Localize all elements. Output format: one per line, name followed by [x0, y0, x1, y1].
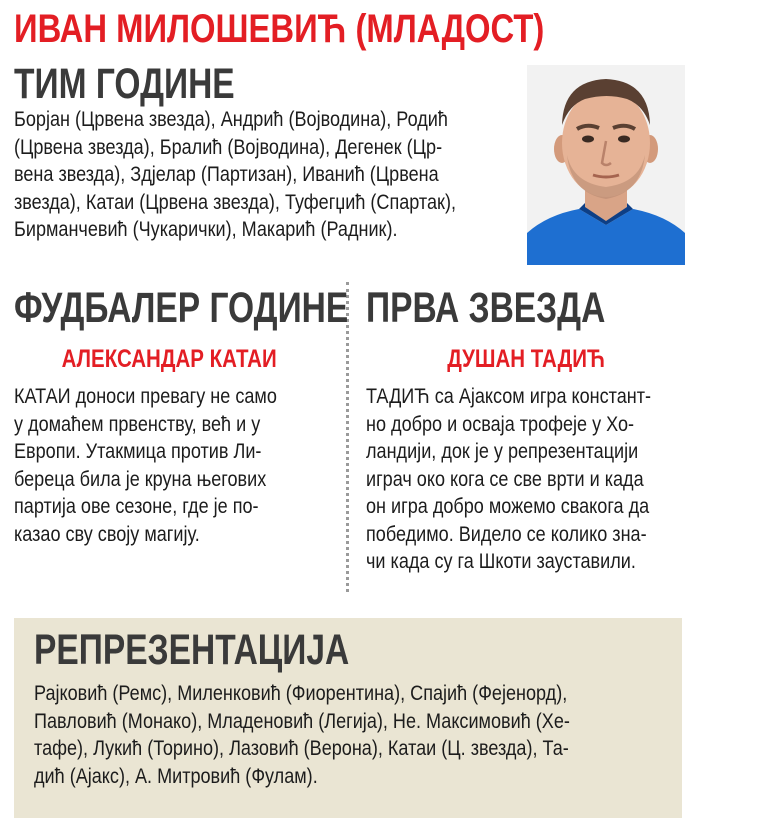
text-line: тафе), Лукић (Торино), Лазовић (Верона), Катаи (Ц. звезда), Та- — [34, 737, 569, 760]
page-title — [14, 6, 661, 52]
text-line: чи када су га Шкоти зауставили. — [366, 550, 636, 573]
page-title-text: ИВАН МИЛОШЕВИЋ (МЛАДОСТ) — [14, 7, 545, 51]
text-line: Борјан (Црвена звезда), Андрић (Војводина), Родић — [14, 108, 448, 131]
text-line: (Црвена звезда), Бралић (Војводина), Дегенек (Цр- — [14, 135, 443, 159]
text-line: Европи. Утакмица против Ли- — [14, 440, 262, 463]
first-star-name — [366, 344, 686, 374]
text-line: Рајковић (Ремс), Миленковић (Фиорентина), Спајић (Фејенорд), — [34, 682, 568, 705]
text-line: он игра добро можемо свакога да — [366, 495, 650, 518]
text-line: вена звезда), Здјелар (Партизан), Иванић (Црвена — [14, 163, 439, 186]
text-line: Бирманчевић (Чукарички), Макарић (Радник). — [14, 218, 398, 241]
team-of-year-title-text: ТИМ ГОДИНЕ — [14, 60, 235, 108]
text-line: Павловић (Монако), Младеновић (Легија), Не. Максимовић (Хе- — [34, 709, 570, 733]
team-of-year-title — [14, 60, 297, 108]
text-line: у домаћем првенству, већ и у — [14, 412, 261, 436]
text-line: КАТАИ доноси превагу не само — [14, 385, 277, 408]
text-line: победимо. Видело се колико зна- — [366, 522, 647, 546]
player-of-year-text — [14, 383, 320, 548]
text-line: играч око кога се све врти и када — [366, 467, 644, 491]
text-line: звезда), Катаи (Црвена звезда), Туфегџић (Спартак), — [14, 190, 456, 214]
national-team-text — [34, 680, 657, 790]
text-line: ландији, док је у репрезентацији — [366, 440, 639, 463]
text-line: но добро и осваја трофеје у Хо- — [366, 412, 635, 436]
first-star-name-text: ДУШАН ТАДИЋ — [447, 345, 605, 373]
team-of-year-text — [14, 106, 528, 244]
text-line: дић (Ајакс), А. Митровић (Фулам). — [34, 764, 318, 788]
player-portrait-icon — [527, 65, 685, 265]
text-line: ТАДИЋ са Ајаксом игра констант- — [366, 385, 652, 408]
player-of-year-name — [14, 344, 324, 374]
first-star-text — [366, 383, 697, 576]
first-star-title-text: ПРВА ЗВЕЗДА — [366, 284, 606, 332]
player-portrait-photo — [527, 65, 685, 265]
player-of-year-title-text: ФУДБАЛЕР ГОДИНЕ — [14, 284, 349, 332]
text-line: партија ове сезоне, где је по- — [14, 495, 259, 518]
first-star-title — [366, 284, 673, 332]
national-team-title — [34, 626, 438, 674]
national-team-title-text: РЕПРЕЗЕНТАЦИЈА — [34, 626, 350, 674]
player-of-year-name-text: АЛЕКСАНДАР КАТАИ — [61, 345, 277, 373]
text-line: казао сву своју магију. — [14, 522, 200, 546]
text-line: береца била је круна његових — [14, 467, 267, 491]
